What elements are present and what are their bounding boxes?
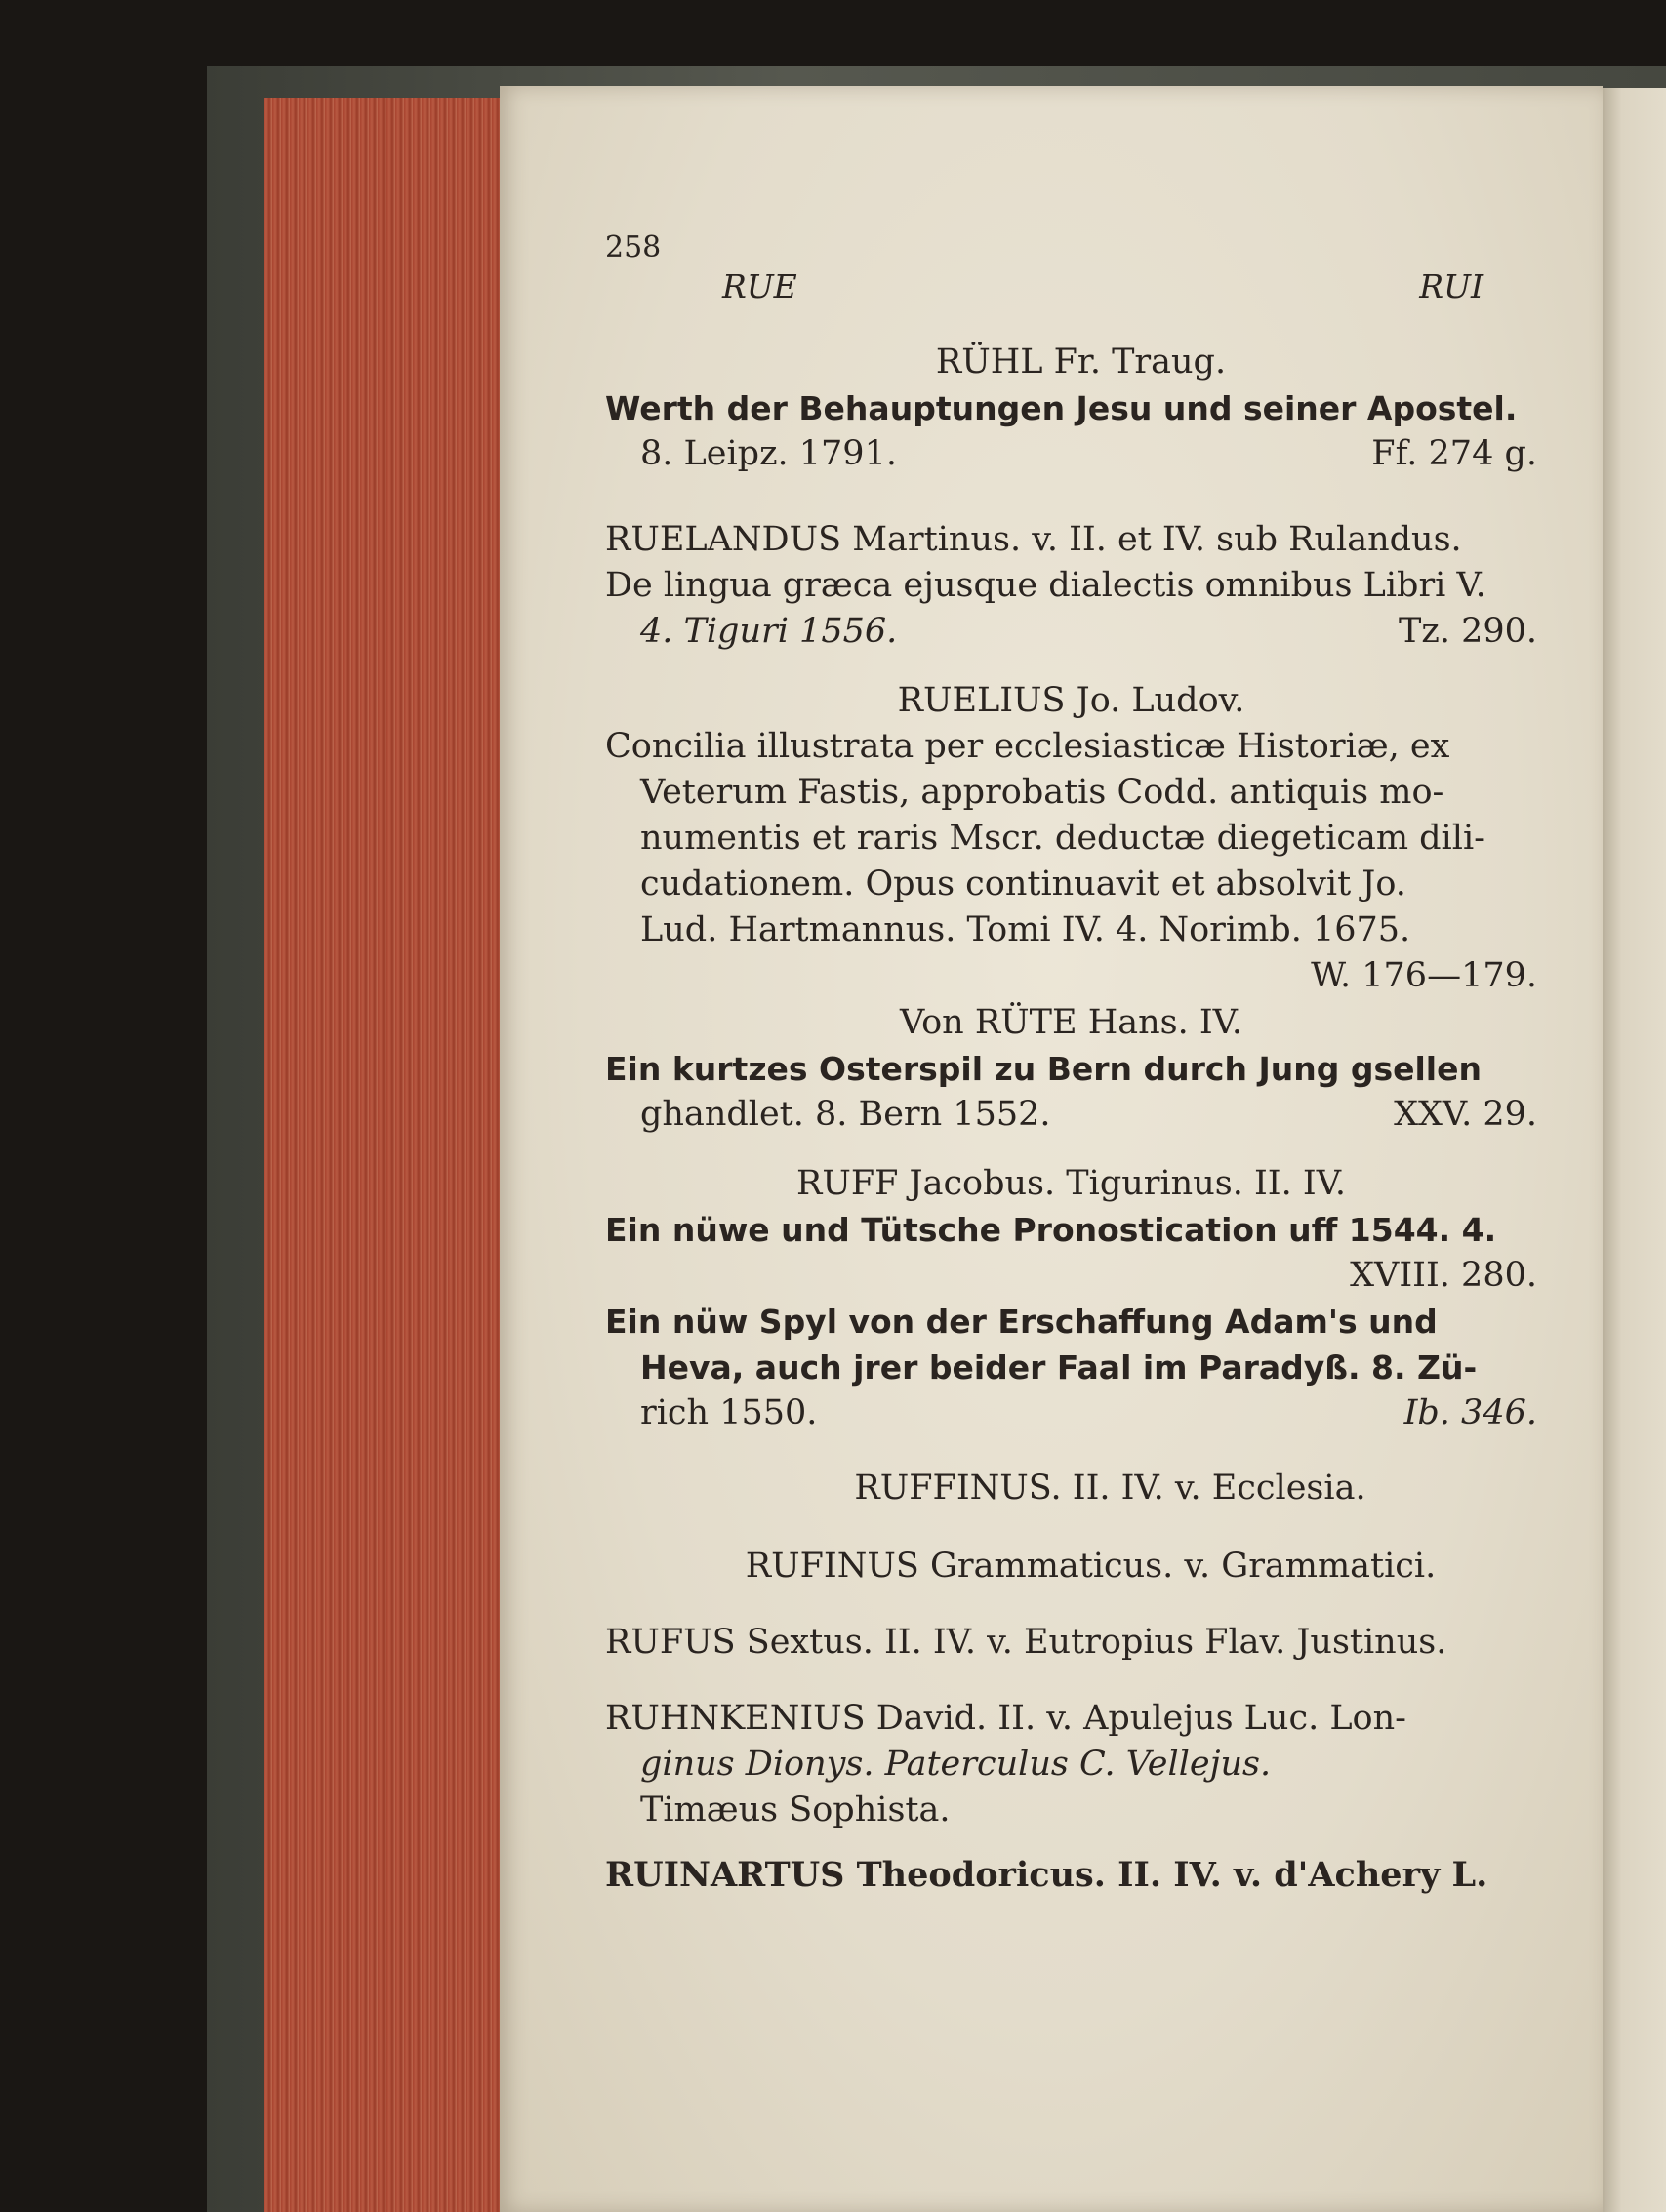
entry-heading: RUFF Jacobus. Tigurinus. II. IV. [796,1164,1346,1203]
entry-heading: RUFUS Sextus. II. IV. v. Eutropius Flav. Justinus. [605,1623,1447,1662]
imprint-right: Ff. 274 g. [1371,434,1537,473]
entry [605,678,1537,999]
entry [605,517,1537,655]
entry-imprint [605,1390,1537,1436]
entry-title-line: Veterum Fastis, approbatis Codd. antiquis mo- [640,773,1444,812]
entry-title: Ein nüwe und Tütsche Pronostication uff 1544. 4. [605,1211,1497,1249]
running-head-left: RUE [722,267,797,305]
page-number: 258 [605,230,662,264]
entry-title-line: numentis et raris Mscr. deductæ diegeticam dili- [640,819,1485,858]
entry-title: De lingua græca ejusque dialectis omnibus Libri V. [605,566,1486,605]
entry-heading: RUHNKENIUS David. II. v. Apulejus Luc. Lon- [605,1699,1406,1738]
entry-title-line: Timæus Sophista. [640,1790,951,1830]
entry-heading: Von RÜTE Hans. IV. [900,1003,1242,1042]
entry-title-line: ginus Dionys. Paterculus C. Vellejus. [640,1745,1272,1784]
imprint-left: rich 1550. [640,1393,818,1432]
entry-title-line: Ein nüw Spyl von der Erschaffung Adam's und [605,1303,1438,1341]
entry-imprint [605,431,1537,477]
entry-heading: RUFINUS Grammaticus. v. Grammatici. [745,1547,1437,1586]
entry [605,1696,1537,1833]
imprint-left: ghandlet. 8. Bern 1552. [640,1095,1051,1134]
entry [605,1000,1537,1138]
facing-page-edge [1603,88,1666,2212]
entry-heading: RUELIUS Jo. Ludov. [897,681,1245,720]
imprint-right: W. 176—179. [1311,956,1537,995]
entry-title: Werth der Behauptungen Jesu und seiner Apostel. [605,389,1518,427]
imprint-right: Tz. 290. [1399,612,1537,651]
entry-title-line: Lud. Hartmannus. Tomi IV. 4. Norimb. 1675. [640,910,1411,949]
entry-title-line: cudationem. Opus continuavit et absolvit Jo. [640,865,1406,904]
imprint-left: 8. Leipz. 1791. [640,434,897,473]
entry [605,1299,1537,1436]
entry-heading: RUELANDUS Martinus. v. II. et IV. sub Rulandus. [605,520,1462,559]
page-edges [264,98,503,2212]
entry-title: Ein kurtzes Osterspil zu Bern durch Jung gsellen [605,1050,1482,1088]
imprint-left: 4. Tiguri 1556. [640,612,898,651]
entry-imprint [605,609,1537,655]
entry-heading: RUINARTUS Theodoricus. II. IV. v. d'Achery L. [605,1855,1488,1895]
running-head-right: RUI [1419,267,1483,305]
entry-imprint [605,1092,1537,1138]
entry [605,340,1537,477]
imprint-right: XVIII. 280. [1350,1256,1537,1295]
imprint-right: Ib. 346. [1403,1393,1537,1432]
entry-heading: RUFFINUS. II. IV. v. Ecclesia. [854,1468,1366,1508]
entry-heading: RÜHL Fr. Traug. [935,342,1227,382]
entry [605,1161,1537,1299]
entry-title-line: Heva, auch jrer beider Faal im Paradyß. 8. Zü- [640,1348,1478,1387]
imprint-right: XXV. 29. [1394,1095,1537,1134]
entry-title-line: Concilia illustrata per ecclesiasticæ Historiæ, ex [605,727,1450,766]
